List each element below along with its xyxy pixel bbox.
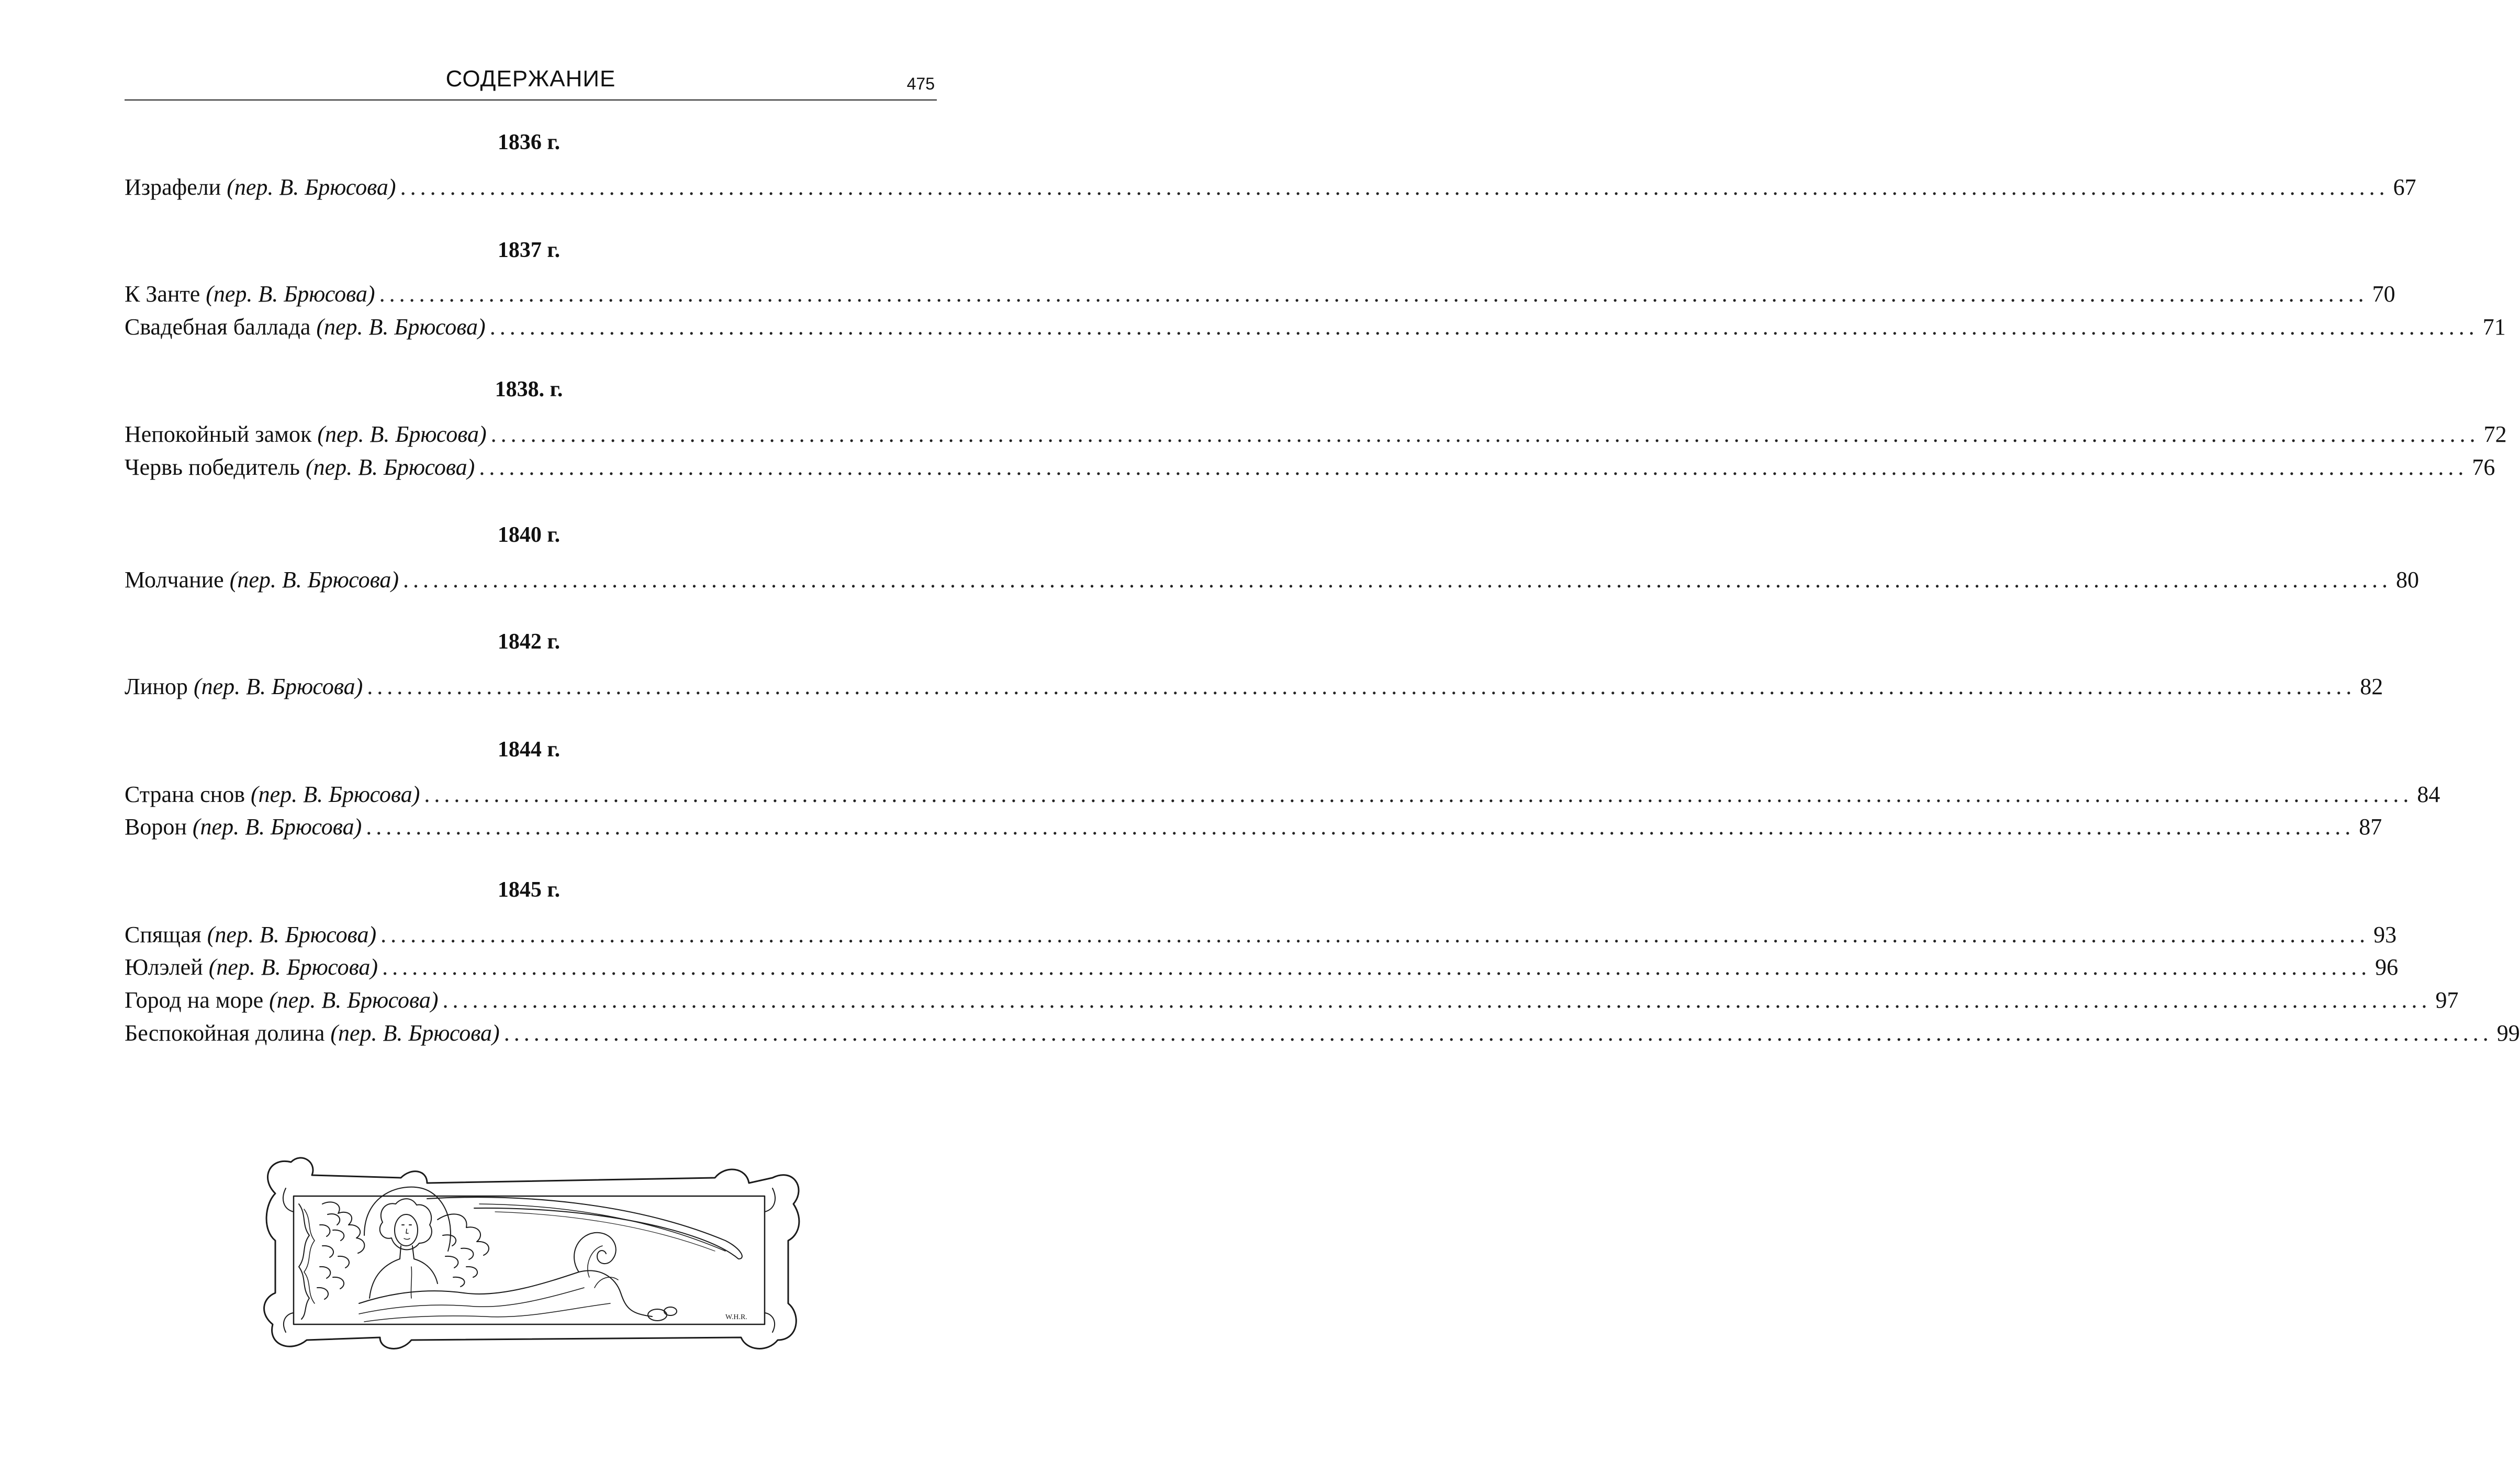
entry-translator: (пер. В. Брюсова) — [208, 954, 378, 980]
entry-page: 84 — [2417, 782, 2440, 807]
dot-leader: ........................................................................................................................................................................................................ — [479, 454, 2468, 480]
entry-title: Юлэлей — [125, 954, 203, 980]
entry-page: 82 — [2360, 674, 2383, 699]
toc-entry[interactable] — [125, 919, 2397, 951]
toc-entry[interactable] — [125, 671, 2383, 702]
toc-entry[interactable] — [125, 779, 2440, 810]
dot-leader: ........................................................................................................................................................................................................ — [366, 814, 2355, 840]
toc-entry[interactable] — [125, 311, 2506, 343]
dot-leader: ........................................................................................................................................................................................................ — [503, 1020, 2493, 1046]
page-title: СОДЕРЖАНИЕ — [445, 66, 616, 92]
toc-entry[interactable] — [125, 952, 2399, 983]
entry-title: Страна снов — [125, 782, 245, 807]
entry-translator: (пер. В. Брюсова) — [317, 421, 487, 447]
entry-translator: (пер. В. Брюсова) — [207, 922, 377, 947]
artist-signature: W.H.R. — [725, 1313, 747, 1321]
entry-page: 67 — [2393, 174, 2416, 200]
entry-title: Ворон — [125, 814, 187, 840]
entry-title: Израфели — [125, 174, 221, 200]
entry-translator: (пер. В. Брюсова) — [229, 567, 399, 593]
page-header — [125, 63, 937, 101]
entry-translator: (пер. В. Брюсова) — [206, 281, 375, 307]
entry-title: К Занте — [125, 281, 200, 307]
entry-translator: (пер. В. Брюсова) — [330, 1020, 500, 1046]
toc-entry[interactable] — [125, 811, 2382, 843]
entry-translator: (пер. В. Брюсова) — [192, 814, 362, 840]
entry-page: 76 — [2472, 454, 2495, 480]
entry-title: Спящая — [125, 922, 201, 947]
toc-entry[interactable] — [125, 172, 2416, 203]
year-heading: 1837 г. — [497, 238, 561, 262]
dot-leader: ........................................................................................................................................................................................................ — [380, 922, 2370, 947]
art-nouveau-angel-vignette-icon — [254, 1146, 809, 1356]
entry-page: 97 — [2435, 987, 2459, 1013]
dot-leader: ........................................................................................................................................................................................................ — [442, 987, 2432, 1013]
entry-translator: (пер. В. Брюсова) — [305, 454, 475, 480]
entry-page: 72 — [2483, 421, 2507, 447]
entry-page: 99 — [2496, 1020, 2520, 1046]
entry-page: 96 — [2375, 954, 2399, 980]
entry-translator: (пер. В. Брюсова) — [193, 674, 363, 699]
entry-page: 71 — [2482, 314, 2506, 340]
toc-entry[interactable] — [125, 419, 2507, 450]
dot-leader: ........................................................................................................................................................................................................ — [367, 674, 2356, 699]
entry-title: Город на море — [125, 987, 264, 1013]
year-heading: 1838. г. — [495, 377, 563, 401]
entry-title: Червь победитель — [125, 454, 300, 480]
toc-entry[interactable] — [125, 985, 2459, 1016]
dot-leader: ........................................................................................................................................................................................................ — [382, 954, 2371, 980]
entry-page: 70 — [2372, 281, 2395, 307]
entry-translator: (пер. В. Брюсова) — [316, 314, 486, 340]
entry-translator: (пер. В. Брюсова) — [251, 782, 420, 807]
dot-leader: ........................................................................................................................................................................................................ — [424, 782, 2413, 807]
entry-title: Свадебная баллада — [125, 314, 311, 340]
dot-leader: ........................................................................................................................................................................................................ — [379, 281, 2368, 307]
entry-title: Линор — [125, 674, 188, 699]
toc-entry[interactable] — [125, 564, 2420, 596]
entry-page: 80 — [2396, 567, 2420, 593]
year-heading: 1845 г. — [497, 878, 561, 902]
dot-leader: ........................................................................................................................................................................................................ — [490, 421, 2480, 447]
year-heading: 1836 г. — [497, 130, 561, 154]
entry-translator: (пер. В. Брюсова) — [269, 987, 439, 1013]
entry-title: Беспокойная долина — [125, 1020, 325, 1046]
dot-leader: ........................................................................................................................................................................................................ — [400, 174, 2389, 200]
year-heading: 1840 г. — [497, 523, 561, 547]
entry-page: 93 — [2373, 922, 2397, 947]
entry-title: Молчание — [125, 567, 224, 593]
dot-leader: ........................................................................................................................................................................................................ — [489, 314, 2479, 340]
dot-leader: ........................................................................................................................................................................................................ — [403, 567, 2392, 593]
toc-entry[interactable] — [125, 278, 2395, 310]
entry-page: 87 — [2359, 814, 2382, 840]
page-number: 475 — [906, 74, 935, 93]
entry-title: Непокойный замок — [125, 421, 312, 447]
year-heading: 1844 г. — [497, 738, 561, 762]
toc-entry[interactable] — [125, 452, 2495, 483]
year-heading: 1842 г. — [497, 630, 561, 654]
entry-translator: (пер. В. Брюсова) — [227, 174, 396, 200]
toc-entry[interactable] — [125, 1018, 2520, 1049]
